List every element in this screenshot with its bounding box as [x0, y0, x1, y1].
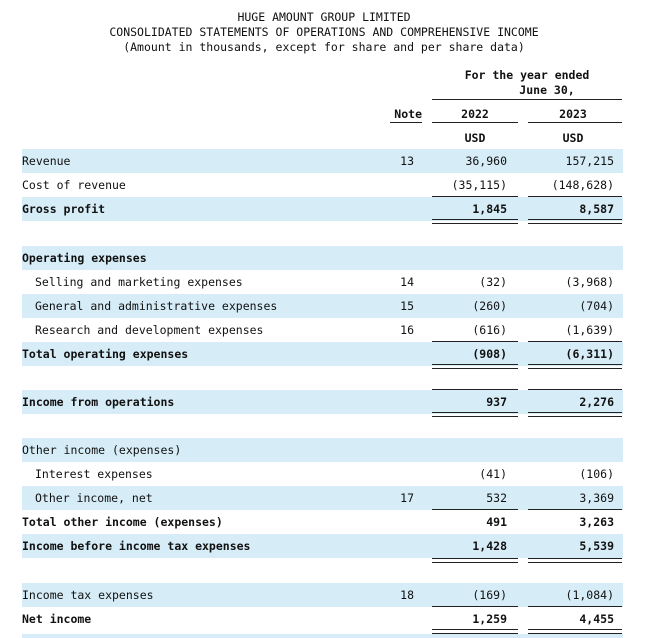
currency-2022: USD — [464, 131, 486, 145]
value-2022: 491 — [486, 515, 507, 529]
row-note: 17 — [400, 491, 414, 505]
year-2022-underline — [432, 122, 518, 123]
value-2022: (35,115) — [451, 178, 507, 192]
row-label: Cost of revenue — [22, 178, 126, 192]
row-label: Research and development expenses — [35, 323, 264, 337]
units-note: (Amount in thousands, except for share and per share data) — [123, 40, 525, 54]
row-selling-marketing — [22, 270, 623, 294]
year-2022-header: 2022 — [461, 107, 489, 121]
row-note: 13 — [400, 154, 414, 168]
row-operating-expenses-header — [22, 246, 623, 270]
double-rule-2022 — [432, 364, 518, 369]
row-note: 18 — [400, 588, 414, 602]
row-label: Net income — [22, 612, 92, 626]
period-line2: June 30, — [519, 83, 575, 97]
value-2023: 4,455 — [579, 612, 614, 626]
row-label: Gross profit — [22, 202, 106, 216]
period-underline — [432, 99, 622, 100]
value-2023: (1,639) — [565, 323, 614, 337]
period-line1: For the year ended — [464, 68, 590, 82]
row-label: Other income, net — [35, 491, 153, 505]
section-label: Operating expenses — [22, 251, 147, 265]
value-2022: 1,259 — [472, 612, 507, 626]
year-2023-header: 2023 — [559, 107, 587, 121]
value-2022: (32) — [479, 275, 507, 289]
row-label: Total other income (expenses) — [22, 515, 223, 529]
row-label: Revenue — [22, 154, 71, 168]
row-note: 14 — [400, 275, 414, 289]
double-rule-2022 — [432, 219, 518, 224]
row-income-from-operations — [22, 390, 623, 414]
period-header — [432, 68, 622, 98]
company-name: HUGE AMOUNT GROUP LIMITED — [237, 10, 411, 24]
row-cost-of-revenue — [22, 173, 623, 197]
value-2023: (3,968) — [565, 275, 614, 289]
row-label: General and administrative expenses — [35, 299, 278, 313]
value-2022: (41) — [479, 467, 507, 481]
row-research-development — [22, 318, 623, 342]
value-2022: 1,428 — [472, 539, 507, 553]
double-rule-2023 — [528, 558, 622, 563]
section-label: Other income (expenses) — [22, 443, 182, 457]
value-2023: (148,628) — [551, 178, 614, 192]
row-note: 16 — [400, 323, 414, 337]
row-label: Interest expenses — [35, 467, 153, 481]
value-2022: (169) — [472, 588, 507, 602]
value-2023: 3,263 — [579, 515, 614, 529]
year-2023-underline — [528, 122, 622, 123]
double-rule-2022 — [432, 412, 518, 417]
value-2023: 157,215 — [565, 154, 614, 168]
row-gross-profit — [22, 197, 623, 221]
value-2023: 2,276 — [579, 395, 614, 409]
row-general-admin — [22, 294, 623, 318]
value-2023: (6,311) — [565, 347, 614, 361]
statement-title: CONSOLIDATED STATEMENTS OF OPERATIONS AND COMPREHENSIVE INCOME — [109, 25, 539, 39]
value-2023: (106) — [579, 467, 614, 481]
row-label: Selling and marketing expenses — [35, 275, 243, 289]
row-note: 15 — [400, 299, 414, 313]
value-2022: 937 — [486, 395, 507, 409]
double-rule-2023 — [528, 412, 622, 417]
bottom-shade-strip — [22, 634, 623, 638]
row-net-income — [22, 607, 623, 631]
note-header-underline — [390, 122, 422, 123]
row-label: Income before income tax expenses — [22, 539, 251, 553]
value-2023: (704) — [579, 299, 614, 313]
row-label: Income from operations — [22, 395, 175, 409]
double-rule-2022 — [432, 558, 518, 563]
double-rule-2023 — [528, 219, 622, 224]
note-column-header: Note — [394, 107, 422, 121]
value-2022: 36,960 — [465, 154, 507, 168]
value-2023: 3,369 — [579, 491, 614, 505]
row-income-before-tax — [22, 534, 623, 558]
row-total-operating-expenses — [22, 342, 623, 366]
value-2022: (260) — [472, 299, 507, 313]
value-2022: (908) — [472, 347, 507, 361]
row-revenue — [22, 149, 623, 173]
currency-2023: USD — [562, 131, 584, 145]
value-2022: 532 — [486, 491, 507, 505]
row-interest-expenses — [22, 462, 623, 486]
row-income-tax-expenses — [22, 583, 623, 607]
value-2023: 8,587 — [579, 202, 614, 216]
row-label: Income tax expenses — [22, 588, 154, 602]
row-label: Total operating expenses — [22, 347, 189, 361]
row-other-income-header — [22, 438, 623, 462]
value-2023: 5,539 — [579, 539, 614, 553]
row-other-income-net — [22, 486, 623, 510]
double-rule-2023 — [528, 364, 622, 369]
row-total-other-income — [22, 510, 623, 534]
value-2022: 1,845 — [472, 202, 507, 216]
value-2023: (1,084) — [565, 588, 614, 602]
value-2022: (616) — [472, 323, 507, 337]
